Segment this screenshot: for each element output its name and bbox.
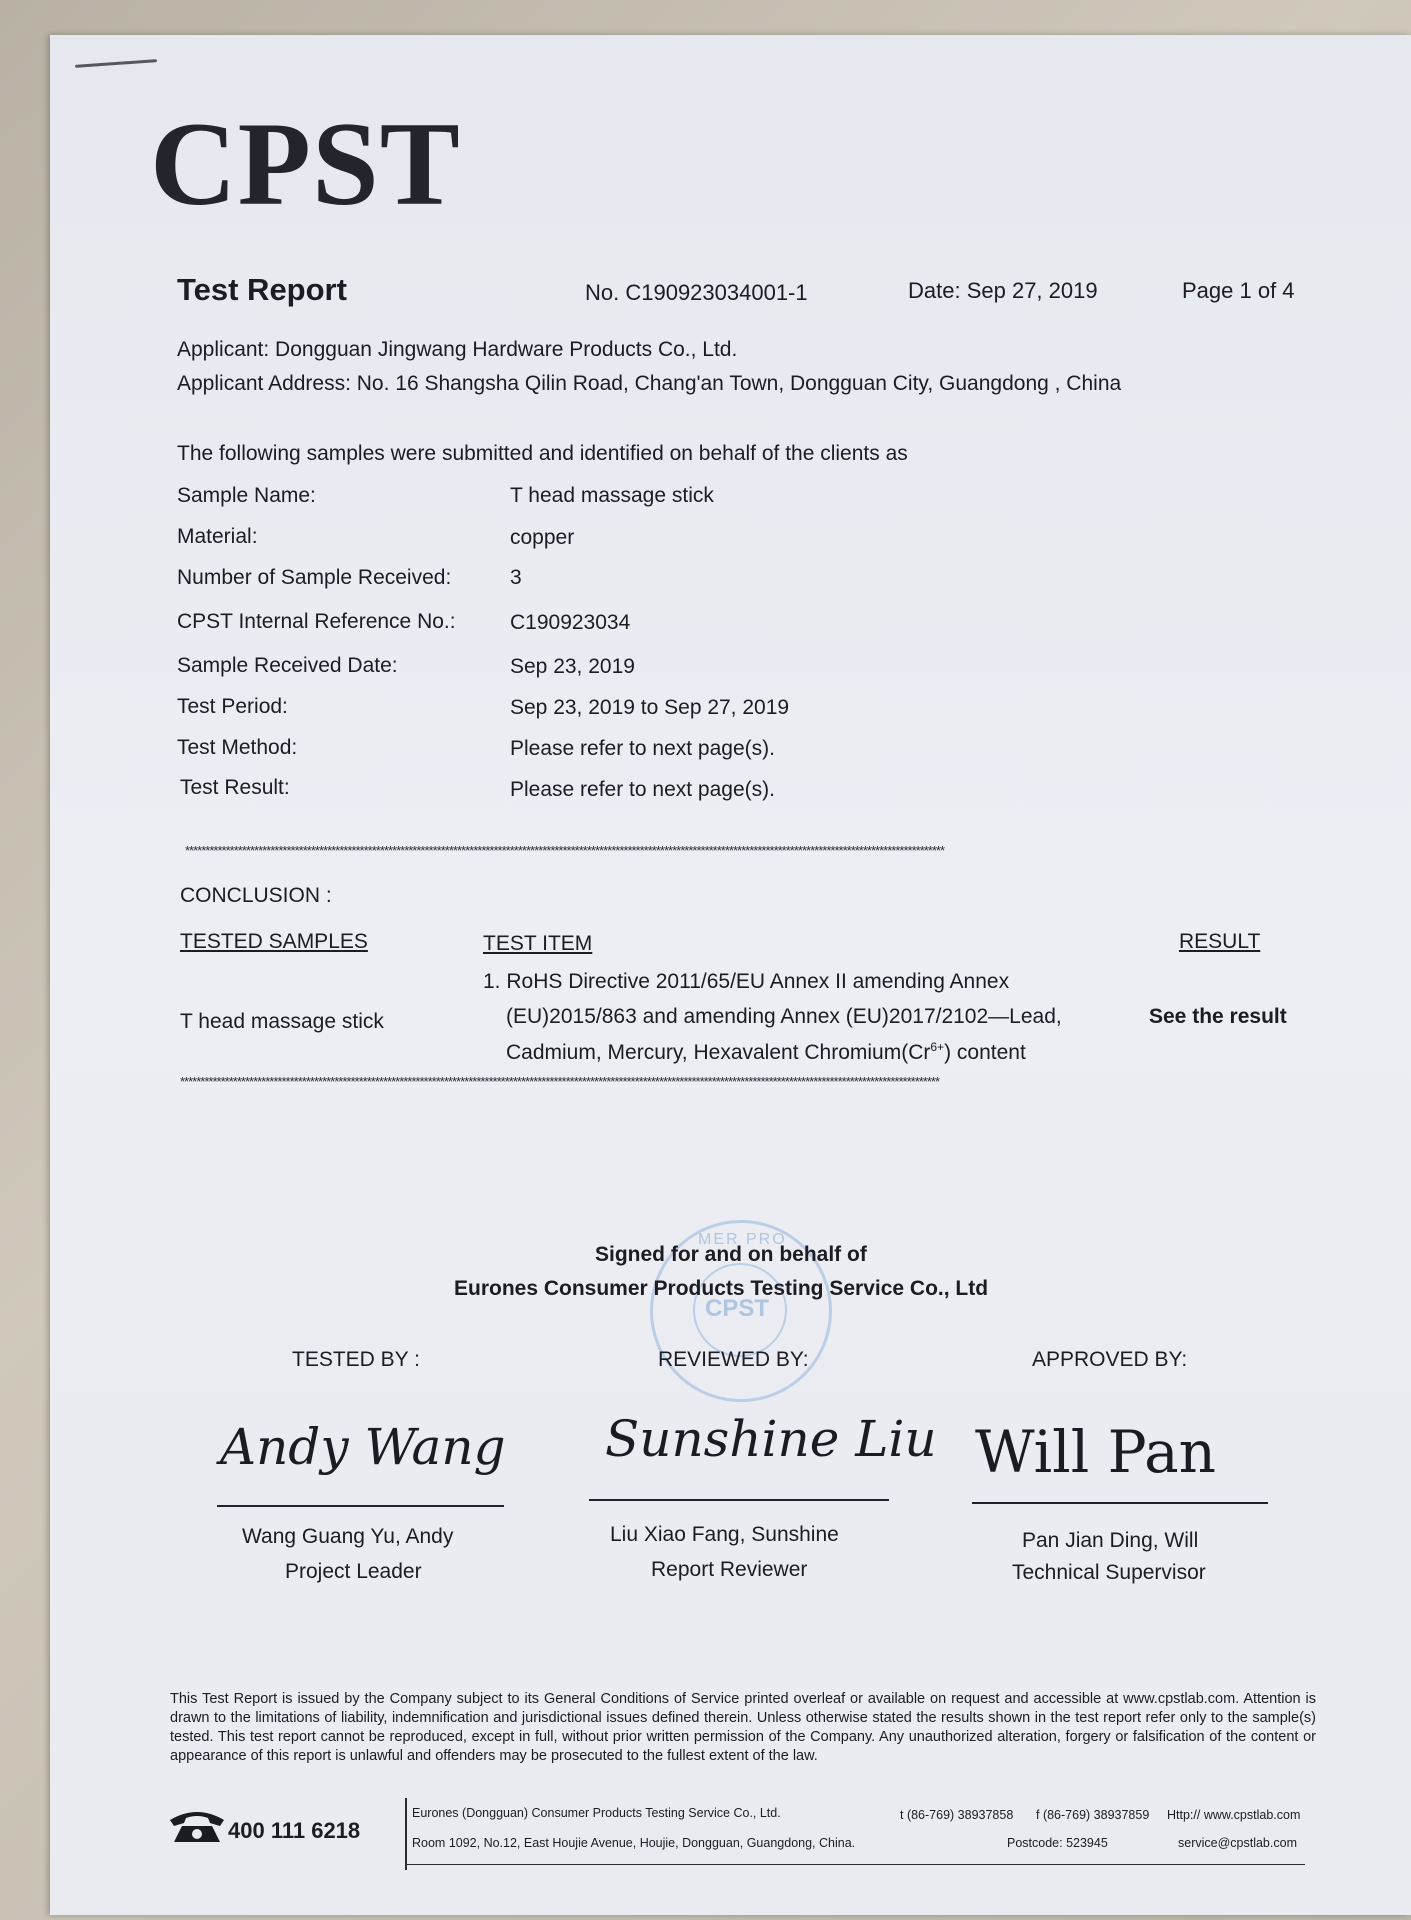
- footer-website[interactable]: Http:// www.cpstlab.com: [1167, 1808, 1301, 1822]
- footer-company: Eurones (Dongguan) Consumer Products Testing Service Co., Ltd.: [412, 1806, 781, 1820]
- page-indicator: Page 1 of 4: [1182, 278, 1295, 303]
- field-label: CPST Internal Reference No.:: [177, 610, 456, 633]
- test-item-line: Cadmium, Mercury, Hexavalent $Chromium(Cr^{6+})$ content: [506, 1040, 1026, 1064]
- signature-line: [217, 1505, 504, 1507]
- field-label: Number of Sample Received:: [177, 566, 452, 589]
- report-title: Test Report: [177, 272, 347, 307]
- field-label: Test Result:: [180, 776, 290, 799]
- column-test-item: TEST ITEM: [483, 932, 593, 955]
- field-value: Sep 23, 2019: [510, 655, 635, 678]
- separator-line: *******************************************************************************************************************************************************************************************: [180, 1074, 940, 1089]
- signature-reviewed: Sunshine Liu: [605, 1410, 937, 1468]
- footer-tel: t (86-769) 38937858: [900, 1808, 1014, 1822]
- field-label: Sample Name:: [177, 484, 316, 507]
- field-value: C190923034: [510, 611, 631, 634]
- footer-address: Room 1092, No.12, East Houjie Avenue, Houjie, Dongguan, Guangdong, China.: [412, 1836, 856, 1850]
- company-stamp: MER PRO CPST: [650, 1220, 832, 1402]
- signature-line: [972, 1502, 1268, 1504]
- footer-fax: f (86-769) 38937859: [1036, 1808, 1150, 1822]
- signature-approved: Will Pan: [975, 1418, 1217, 1486]
- signed-on-behalf: Signed for and on behalf of: [595, 1243, 867, 1266]
- footer-phone: 400 111 6218: [228, 1818, 361, 1843]
- approved-by-label: APPROVED BY:: [1032, 1348, 1188, 1371]
- report-number: No. C190923034001-1: [585, 280, 808, 305]
- conclusion-heading: CONCLUSION :: [180, 884, 332, 907]
- field-label: Test Method:: [177, 736, 298, 759]
- field-value: 3: [510, 566, 522, 589]
- field-label: Test Period:: [177, 695, 288, 718]
- tested-sample-name: T head massage stick: [180, 1010, 384, 1033]
- field-value: Please refer to next page(s).: [510, 737, 775, 760]
- tested-by-label: TESTED BY :: [292, 1348, 420, 1371]
- applicant-address: Applicant Address: No. 16 Shangsha Qilin Road, Chang'an Town, Dongguan City, Guangdong , China: [177, 372, 1122, 395]
- field-value: T head massage stick: [510, 484, 714, 507]
- signature-line: [589, 1499, 889, 1501]
- test-item-line: (EU)2015/863 and amending Annex (EU)2017/2102—Lead,: [506, 1005, 1062, 1028]
- footer-postcode: Postcode: 523945: [1007, 1836, 1108, 1850]
- footer-email[interactable]: service@cpstlab.com: [1178, 1836, 1297, 1850]
- signer-title: Technical Supervisor: [1012, 1561, 1206, 1584]
- applicant-name: Applicant: Dongguan Jingwang Hardware Products Co., Ltd.: [177, 338, 738, 361]
- test-item-line: 1. RoHS Directive 2011/65/EU Annex II amending Annex: [483, 970, 1010, 993]
- field-value: Please refer to next page(s).: [510, 778, 775, 801]
- cpst-logo: CPST: [150, 97, 461, 230]
- footer-divider: [405, 1798, 407, 1870]
- intro-text: The following samples were submitted and identified on behalf of the clients as: [177, 442, 908, 465]
- signer-name: Liu Xiao Fang, Sunshine: [610, 1523, 839, 1546]
- column-result: RESULT: [1179, 930, 1261, 953]
- field-label: Sample Received Date:: [177, 654, 398, 677]
- column-tested-samples: TESTED SAMPLES: [180, 930, 368, 953]
- report-date: Date: Sep 27, 2019: [908, 278, 1098, 303]
- separator-line: *******************************************************************************************************************************************************************************************: [185, 843, 945, 858]
- phone-icon: [168, 1810, 226, 1849]
- signer-name: Pan Jian Ding, Will: [1022, 1529, 1199, 1552]
- field-value: Sep 23, 2019 to Sep 27, 2019: [510, 696, 790, 719]
- signer-title: Project Leader: [285, 1560, 422, 1583]
- signature-tested: Andy Wang: [220, 1418, 506, 1476]
- signer-title: Report Reviewer: [651, 1558, 808, 1581]
- reviewed-by-label: REVIEWED BY:: [658, 1348, 809, 1371]
- disclaimer-text: This Test Report is issued by the Company subject to its General Conditions of Service printed overleaf or available on request and accessible at www.cpstlab.com. Attention is drawn to the limitations of liability, indemnification and jurisdictional issues defined therein. Unless otherwise stated the results shown in the test report refer only to the sample(s) tested. This test report cannot be reproduced, except in full, without prior written permission of the Company. Any unauthorized alteration, forgery or falsification of the content or appearance of this report is unlawful and offenders may be prosecuted to the fullest extent of the law.: [170, 1691, 1316, 1764]
- field-label: Material:: [177, 525, 258, 548]
- company-name: Eurones Consumer Products Testing Service Co., Ltd: [454, 1277, 989, 1300]
- field-value: copper: [510, 526, 575, 549]
- footer-divider: [405, 1864, 1305, 1865]
- test-result: See the result: [1149, 1005, 1287, 1028]
- signer-name: Wang Guang Yu, Andy: [242, 1525, 454, 1548]
